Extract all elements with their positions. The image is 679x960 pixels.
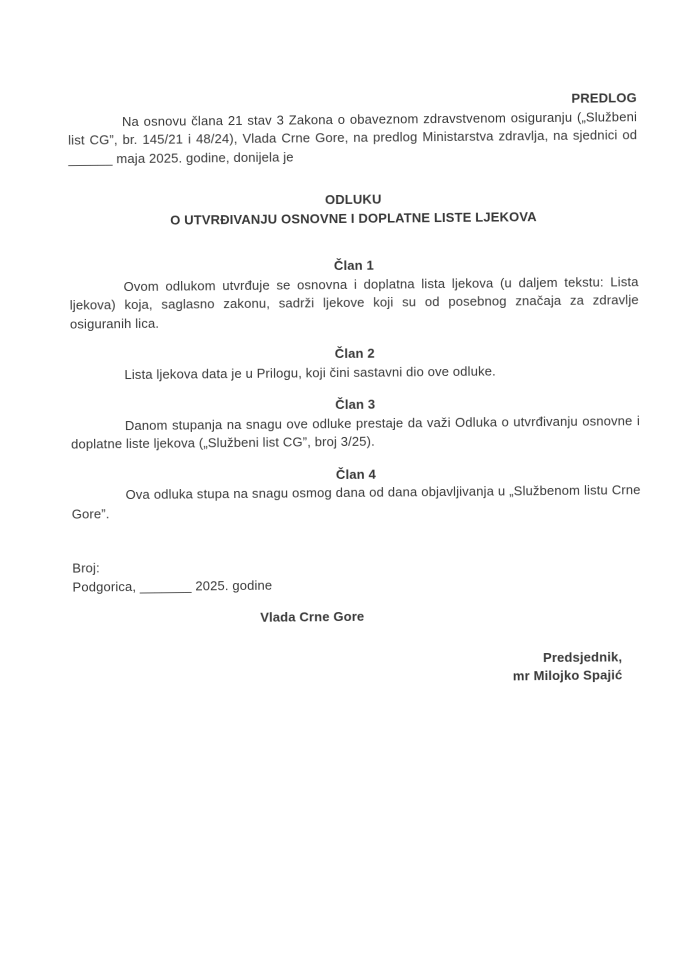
- intro-paragraph: Na osnovu člana 21 stav 3 Zakona o obaveznom zdravstvenom osiguranju („Službeni list CG”, br. 145/21 i 48/24), Vlada Crne Gore, na predlog Ministarstva zdravlja, na sjednici od ______ maja 2025. godine, donijela je: [68, 108, 638, 167]
- signature-role: Predsjednik,: [542, 648, 623, 665]
- article-2-heading: Član 2: [334, 345, 375, 362]
- article-1-heading: Član 1: [333, 257, 374, 274]
- article-2-body: Lista ljekova data je u Prilogu, koji čini sastavni dio ove odluke.: [124, 363, 496, 382]
- signature-block: [73, 648, 642, 690]
- article-4: [71, 463, 641, 524]
- article-4-body: Ova odluka stupa na snagu osmog dana od dana objavljivanja u „Službenom listu Crne Gore”.: [71, 482, 641, 522]
- place-date-line: Podgorica, _______ 2025. godine: [72, 577, 273, 595]
- article-1-body: Ovom odlukom utvrđuje se osnovna i doplatna lista ljekova (u daljem tekstu: Lista ljekova) koja, saglasno zakonu, sadrži ljekove koji su od posebnog značaja za zdravlje osiguranih lica.: [69, 273, 639, 332]
- article-1: [69, 254, 639, 333]
- article-3: [71, 393, 641, 454]
- number-block: [72, 554, 641, 596]
- decree-title: ODLUKU: [324, 191, 382, 208]
- signatory-name: mr Milojko Spajić: [512, 667, 623, 684]
- article-3-body: Danom stupanja na snagu ove odluke prestaje da važi Odluka o utvrđivanju osnovne i doplatne liste ljekova („Službeni list CG”, broj 3/25).: [71, 412, 640, 452]
- number-label: Broj:: [72, 560, 100, 576]
- article-3-heading: Član 3: [335, 396, 376, 413]
- decree-subtitle: O UTVRĐIVANJU OSNOVNE I DOPLATNE LISTE LJEKOVA: [170, 208, 537, 228]
- decree-title-block: [69, 188, 638, 230]
- issuer-name: Vlada Crne Gore: [260, 608, 365, 625]
- article-4-heading: Član 4: [335, 466, 376, 482]
- predlog-label: PREDLOG: [571, 90, 637, 106]
- article-2: [70, 342, 639, 384]
